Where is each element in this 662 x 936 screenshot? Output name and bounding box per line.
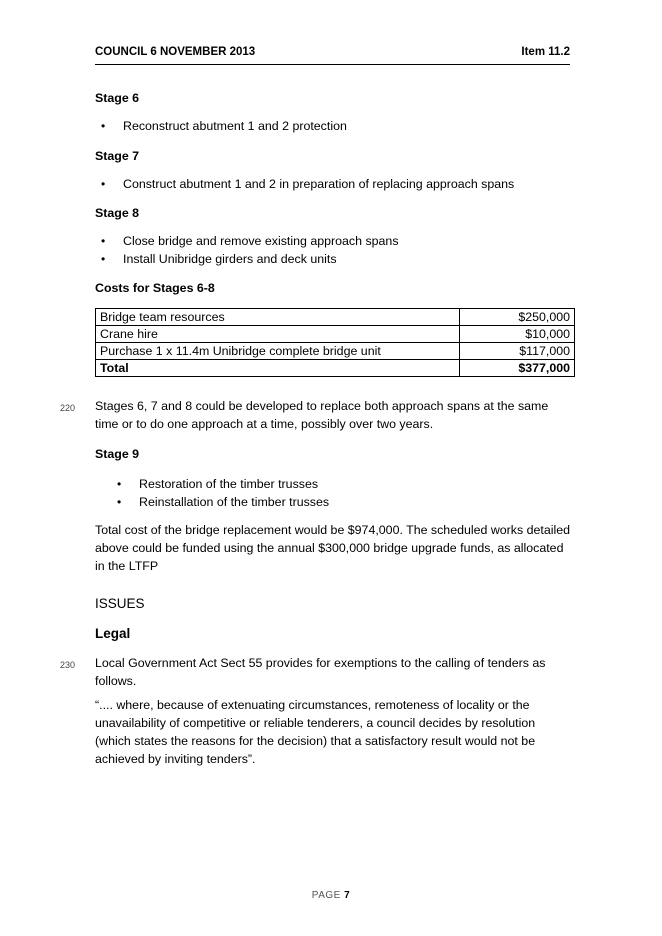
line-number-230: 230 [60, 660, 76, 670]
costs-table [95, 308, 575, 377]
bullet-dot: • [101, 252, 106, 266]
legal-heading: Legal [95, 626, 131, 641]
page-header [95, 44, 570, 65]
total-cost-paragraph: Total cost of the bridge replacement would be $974,000. The scheduled works detailed above could be funded using the annual $300,000 bridge upgrade funds, as allocated in the LTFP [95, 523, 571, 573]
cost-item: Purchase 1 x 11.4m Unibridge complete bridge unit [96, 343, 460, 360]
issues-heading: ISSUES [95, 596, 145, 611]
total-label: Total [96, 360, 460, 377]
bullet-text: Close bridge and remove existing approach spans [123, 234, 399, 248]
stage-8-heading: Stage 8 [95, 206, 140, 220]
cost-item: Bridge team resources [96, 309, 460, 326]
bullet-dot: • [101, 119, 106, 133]
page-footer [0, 890, 662, 901]
cost-amount: $250,000 [460, 309, 575, 326]
table-row [96, 309, 575, 326]
header-item-number: Item 11.2 [521, 46, 570, 58]
bullet-text: Reinstallation of the timber trusses [139, 495, 330, 509]
bullet-text: Construct abutment 1 and 2 in preparation of replacing approach spans [123, 177, 515, 191]
table-total-row [96, 360, 575, 377]
header-meeting-date: COUNCIL 6 NOVEMBER 2013 [95, 46, 256, 58]
cost-amount: $117,000 [460, 343, 575, 360]
cost-amount: $10,000 [460, 326, 575, 343]
local-government-act-paragraph: Local Government Act Sect 55 provides for exemptions to the calling of tenders as follows. [95, 656, 546, 688]
cost-item: Crane hire [96, 326, 460, 343]
act-quote: “.... where, because of extenuating circumstances, remoteness of locality or the unavailability of competitive or reliable tenderers, a council decides by resolution (which states the reasons for the decision) that a satisfactory result would not be achieved by inviting tenders”. [95, 698, 536, 766]
bullet-text: Install Unibridge girders and deck units [123, 252, 337, 266]
bullet-dot: • [101, 234, 106, 248]
total-amount: $377,000 [460, 360, 575, 377]
bullet-text: Reconstruct abutment 1 and 2 protection [123, 119, 347, 133]
bullet-dot: • [117, 477, 122, 491]
page-label: PAGE [311, 890, 341, 901]
approach-spans-paragraph: Stages 6, 7 and 8 could be developed to replace both approach spans at the same time or to do one approach at a time, possibly over two years. [95, 399, 549, 431]
costs-heading: Costs for Stages 6-8 [95, 281, 215, 295]
table-row [96, 343, 575, 360]
bullet-dot: • [117, 495, 122, 509]
bullet-text: Restoration of the timber trusses [139, 477, 319, 491]
bullet-dot: • [101, 177, 106, 191]
stage-7-heading: Stage 7 [95, 149, 140, 163]
table-row [96, 326, 575, 343]
stage-6-heading: Stage 6 [95, 91, 140, 105]
line-number-220: 220 [60, 403, 76, 413]
page-number: 7 [344, 890, 351, 901]
stage-9-heading: Stage 9 [95, 447, 140, 461]
